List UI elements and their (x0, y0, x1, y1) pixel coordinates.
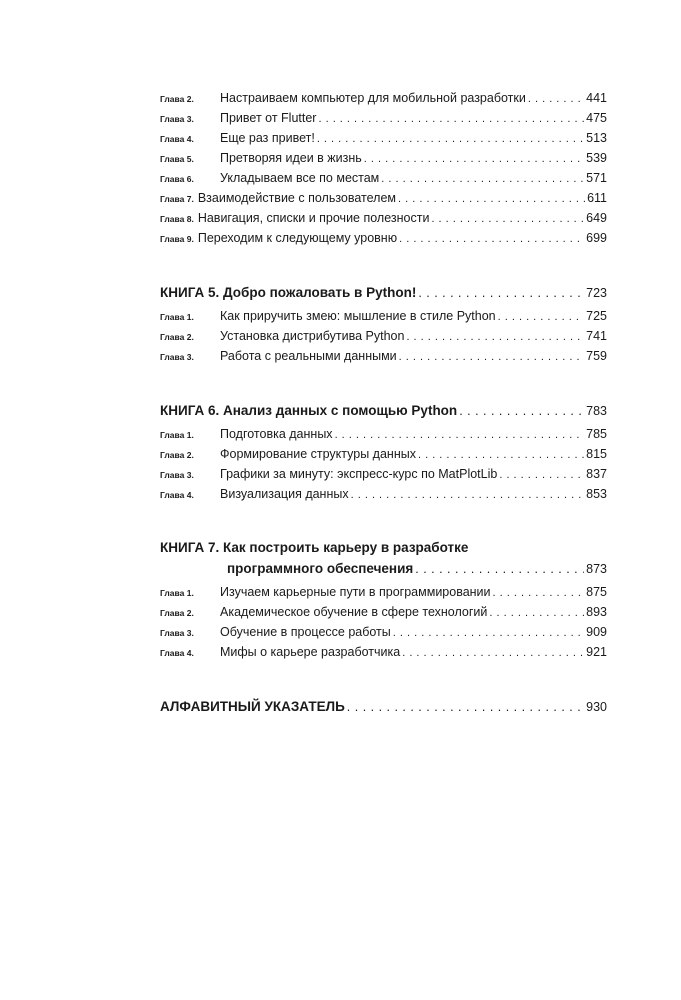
page-number: 909 (586, 625, 607, 639)
chapter-title: Визуализация данных (220, 487, 349, 501)
book-5-section (160, 282, 607, 366)
chapter-label: Глава 1. (160, 588, 194, 598)
page-number: 930 (586, 700, 607, 714)
dot-leader (393, 623, 584, 643)
page-number: 783 (586, 404, 607, 418)
page-number: 815 (586, 447, 607, 461)
toc-entry (160, 108, 607, 128)
toc-entry (160, 168, 607, 188)
dot-leader (335, 425, 585, 445)
page-number: 759 (586, 349, 607, 363)
index-title: АЛФАВИТНЫЙ УКАЗАТЕЛЬ (160, 699, 345, 714)
chapter-label: Глава 4. (160, 490, 194, 500)
chapter-label: Глава 2. (160, 94, 194, 104)
chapter-label: Глава 7. (160, 194, 194, 204)
dot-leader (459, 400, 584, 422)
dot-leader (398, 189, 585, 209)
chapter-label: Глава 4. (160, 648, 194, 658)
chapter-title: Работа с реальными данными (220, 349, 397, 363)
chapter-label: Глава 1. (160, 312, 194, 322)
dot-leader (402, 643, 584, 663)
toc-entry (160, 148, 607, 168)
page-number: 649 (586, 211, 607, 225)
chapter-title: Укладываем все по местам (220, 171, 380, 185)
toc-entry (160, 424, 607, 444)
page-number: 611 (587, 191, 607, 205)
page-number: 893 (586, 605, 607, 619)
chapter-label: Глава 2. (160, 332, 194, 342)
page-number: 873 (586, 562, 607, 576)
dot-leader (318, 109, 584, 129)
index-section (160, 696, 607, 718)
dot-leader (415, 558, 584, 580)
chapter-label: Глава 4. (160, 134, 194, 144)
book-heading (160, 282, 607, 304)
page-number: 723 (586, 286, 607, 300)
toc-entry (160, 326, 607, 346)
chapter-title: Как приручить змею: мышление в стиле Python (220, 309, 496, 323)
page-number: 875 (586, 585, 607, 599)
chapter-list (160, 88, 607, 248)
page-number: 921 (586, 645, 607, 659)
page-number: 571 (586, 171, 607, 185)
page-number: 785 (586, 427, 607, 441)
book-title-line-2: программного обеспечения (227, 561, 414, 576)
page-number: 853 (586, 487, 607, 501)
chapter-title: Настраиваем компьютер для мобильной разработки (220, 91, 526, 105)
book-title-line-1: КНИГА 7. Как построить карьеру в разработке (160, 540, 469, 555)
page-number: 513 (586, 131, 607, 145)
toc-entry (160, 484, 607, 504)
chapter-label: Глава 3. (160, 114, 194, 124)
chapter-title: Навигация, списки и прочие полезности (197, 211, 430, 225)
book-title: КНИГА 6. Анализ данных с помощью Python (160, 403, 458, 418)
toc-entry (160, 444, 607, 464)
page-number: 475 (586, 111, 607, 125)
chapter-title: Мифы о карьере разработчика (220, 645, 401, 659)
chapter-label: Глава 5. (160, 154, 194, 164)
chapter-title: Взаимодействие с пользователем (197, 191, 397, 205)
chapter-title: Претворяя идеи в жизнь (220, 151, 362, 165)
page-number: 837 (586, 467, 607, 481)
toc-entry (160, 88, 607, 108)
toc-entry (160, 208, 607, 228)
page-number: 725 (586, 309, 607, 323)
dot-leader (399, 229, 584, 249)
chapter-title: Привет от Flutter (220, 111, 317, 125)
dot-leader (528, 89, 584, 109)
chapter-label: Глава 1. (160, 430, 194, 440)
book-heading (160, 558, 607, 580)
dot-leader (381, 169, 584, 189)
dot-leader (347, 696, 584, 718)
book-title: КНИГА 5. Добро пожаловать в Python! (160, 285, 417, 300)
chapter-title: Установка дистрибутива Python (220, 329, 405, 343)
dot-leader (399, 347, 584, 367)
dot-leader (317, 129, 584, 149)
dot-leader (418, 445, 584, 465)
toc-entry (160, 622, 607, 642)
dot-leader (498, 307, 585, 327)
dot-leader (499, 465, 584, 485)
page-number: 441 (586, 91, 607, 105)
chapter-label: Глава 2. (160, 608, 194, 618)
page-number: 539 (586, 151, 607, 165)
toc-entry (160, 128, 607, 148)
table-of-contents (160, 88, 607, 718)
chapter-title: Обучение в процессе работы (220, 625, 391, 639)
book-7-section (160, 538, 607, 662)
book-heading (160, 400, 607, 422)
dot-leader (493, 583, 585, 603)
toc-entry (160, 188, 607, 208)
chapter-label: Глава 3. (160, 628, 194, 638)
chapter-title: Переходим к следующему уровню (197, 231, 398, 245)
toc-entry (160, 228, 607, 248)
book-6-section (160, 400, 607, 504)
toc-entry (160, 582, 607, 602)
toc-entry (160, 306, 607, 326)
chapter-label: Глава 6. (160, 174, 194, 184)
chapter-label: Глава 8. (160, 214, 194, 224)
chapter-label: Глава 3. (160, 352, 194, 362)
dot-leader (418, 282, 584, 304)
toc-entry (160, 464, 607, 484)
dot-leader (364, 149, 584, 169)
toc-entry (160, 602, 607, 622)
toc-entry (160, 642, 607, 662)
chapter-title: Подготовка данных (220, 427, 333, 441)
chapter-label: Глава 2. (160, 450, 194, 460)
dot-leader (489, 603, 584, 623)
chapter-title: Академическое обучение в сфере технологий (220, 605, 488, 619)
dot-leader (406, 327, 584, 347)
chapter-title: Графики за минуту: экспресс-курс по MatPlotLib (220, 467, 498, 481)
toc-entry (160, 346, 607, 366)
chapter-label: Глава 9. (160, 234, 194, 244)
page-number: 741 (586, 329, 607, 343)
index-heading (160, 696, 607, 718)
page-number: 699 (586, 231, 607, 245)
dot-leader (351, 485, 585, 505)
chapter-title: Еще раз привет! (220, 131, 315, 145)
chapter-title: Изучаем карьерные пути в программировании (220, 585, 491, 599)
chapter-title: Формирование структуры данных (220, 447, 416, 461)
dot-leader (431, 209, 584, 229)
chapter-label: Глава 3. (160, 470, 194, 480)
